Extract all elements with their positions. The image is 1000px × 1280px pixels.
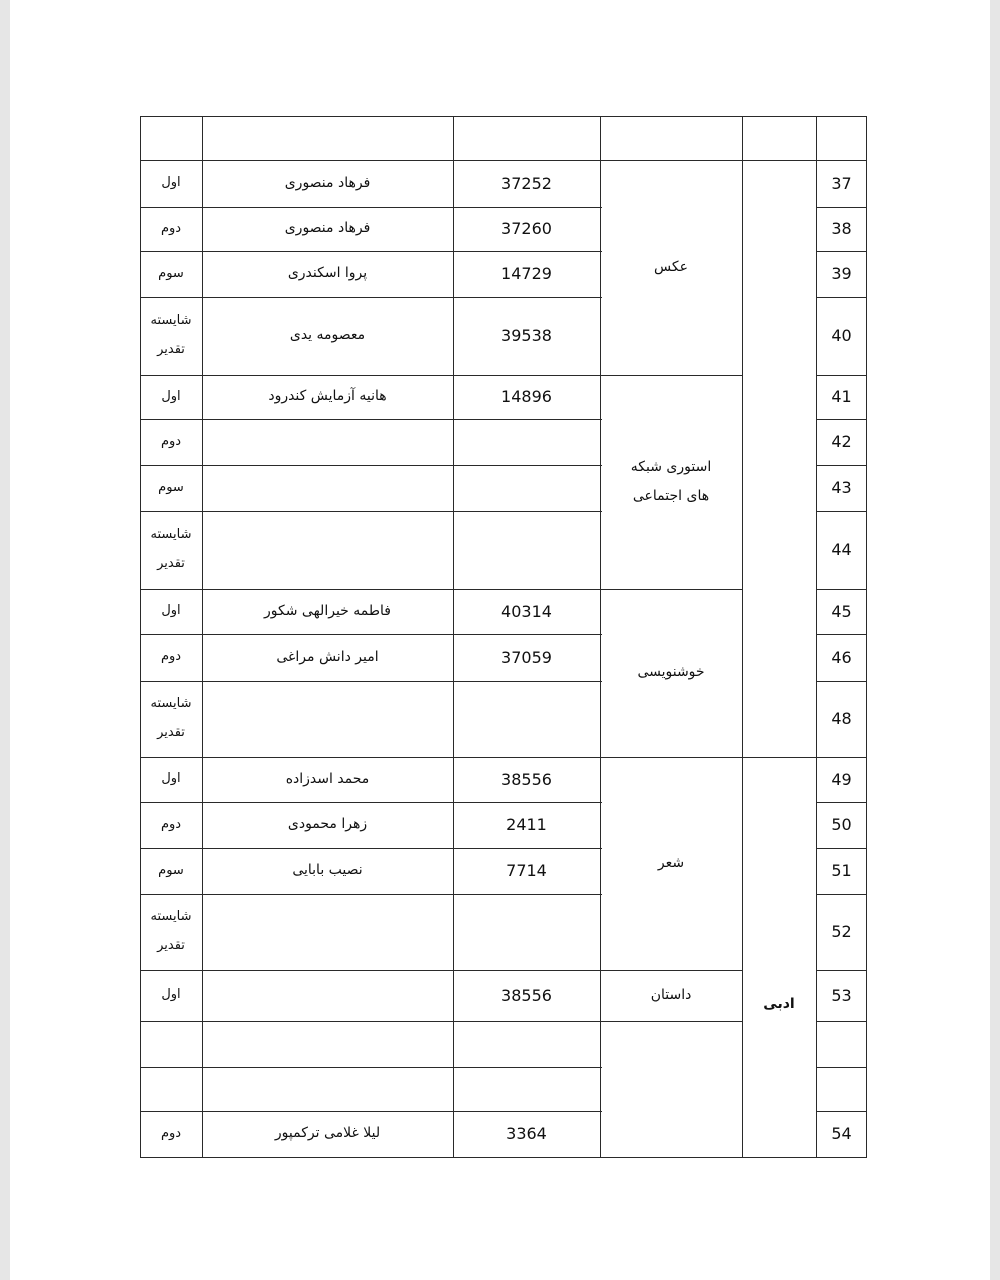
rank: سوم	[158, 479, 184, 495]
rank: شایسته تقدیر	[150, 696, 192, 740]
category-photo: عکس	[654, 258, 688, 275]
row-number: 38	[831, 219, 852, 239]
participant-code: 37260	[501, 219, 552, 239]
rank: اول	[161, 388, 181, 404]
group-literary: ادبی	[763, 996, 795, 1013]
participant-name	[202, 970, 453, 1021]
category-calligraphy: خوشنویسی	[637, 664, 705, 681]
table-line	[140, 1021, 743, 1022]
participant-code	[453, 465, 600, 511]
table-line	[140, 1157, 867, 1158]
row-number: 54	[831, 1124, 852, 1144]
participant-code: 39538	[501, 326, 552, 346]
row-number: 52	[831, 922, 852, 942]
participant-code: 7714	[506, 861, 547, 881]
rank: شایسته تقدیر	[150, 909, 192, 953]
row-number: 50	[831, 815, 852, 835]
row-number: 49	[831, 769, 852, 789]
participant-name: زهرا محمودی	[287, 816, 368, 833]
rank: شایسته تقدیر	[150, 313, 192, 357]
rank: اول	[161, 771, 181, 787]
row-number: 42	[831, 432, 852, 452]
rank: دوم	[160, 649, 182, 665]
rank: دوم	[160, 1125, 182, 1141]
rank: دوم	[160, 433, 182, 449]
row-number: 43	[831, 478, 852, 498]
participant-code: 14896	[501, 387, 552, 407]
rank: سوم	[158, 862, 184, 878]
table-line	[816, 1067, 867, 1068]
rank: اول	[161, 603, 181, 619]
participant-code	[453, 511, 600, 589]
row-number: 41	[831, 387, 852, 407]
participant-code: 38556	[501, 769, 552, 789]
participant-name	[202, 681, 453, 757]
rank: اول	[161, 987, 181, 1003]
table-line	[140, 116, 867, 117]
category-poetry: شعر	[657, 854, 685, 871]
participant-name	[202, 894, 453, 970]
row-number: 39	[831, 264, 852, 284]
category-story: استوری شبکه های اجتماعی	[630, 458, 712, 504]
participant-code	[453, 894, 600, 970]
participant-code: 2411	[506, 815, 547, 835]
participant-name: فاطمه خیرالهی شکور	[264, 602, 391, 619]
participant-name: امیر دانش مراغی	[276, 648, 379, 665]
category-fiction: داستان	[650, 986, 692, 1003]
participant-name	[202, 419, 453, 465]
rank: شایسته تقدیر	[150, 527, 192, 571]
rank: سوم	[158, 265, 184, 281]
table-line	[140, 1067, 602, 1068]
participant-name: فرهاد منصوری	[284, 220, 371, 237]
participant-code: 40314	[501, 601, 552, 621]
participant-code: 3364	[506, 1124, 547, 1144]
participant-name: معصومه یدی	[289, 327, 366, 344]
participant-code	[453, 681, 600, 757]
participant-name: هانیه آزمایش کندرود	[268, 388, 387, 405]
participant-name: نصیب بابایی	[292, 862, 363, 879]
participant-name	[202, 511, 453, 589]
table-line	[816, 1021, 867, 1022]
participant-code: 37252	[501, 173, 552, 193]
row-number: 46	[831, 647, 852, 667]
participant-name	[202, 465, 453, 511]
participant-name: محمد اسدزاده	[285, 770, 370, 787]
row-number: 37	[831, 173, 852, 193]
participant-name: پروا اسکندری	[287, 265, 368, 282]
row-number: 51	[831, 861, 852, 881]
participant-name: فرهاد منصوری	[284, 174, 371, 191]
rank: دوم	[160, 220, 182, 236]
rank: اول	[161, 175, 181, 191]
row-number: 45	[831, 601, 852, 621]
participant-code: 14729	[501, 264, 552, 284]
participant-code	[453, 419, 600, 465]
row-number: 53	[831, 985, 852, 1005]
participant-name: لیلا غلامی ترکمپور	[274, 1125, 381, 1142]
participant-code: 37059	[501, 647, 552, 667]
row-number: 44	[831, 540, 852, 560]
participant-code: 38556	[501, 985, 552, 1005]
row-number: 40	[831, 326, 852, 346]
rank: دوم	[160, 816, 182, 832]
row-number: 48	[831, 709, 852, 729]
